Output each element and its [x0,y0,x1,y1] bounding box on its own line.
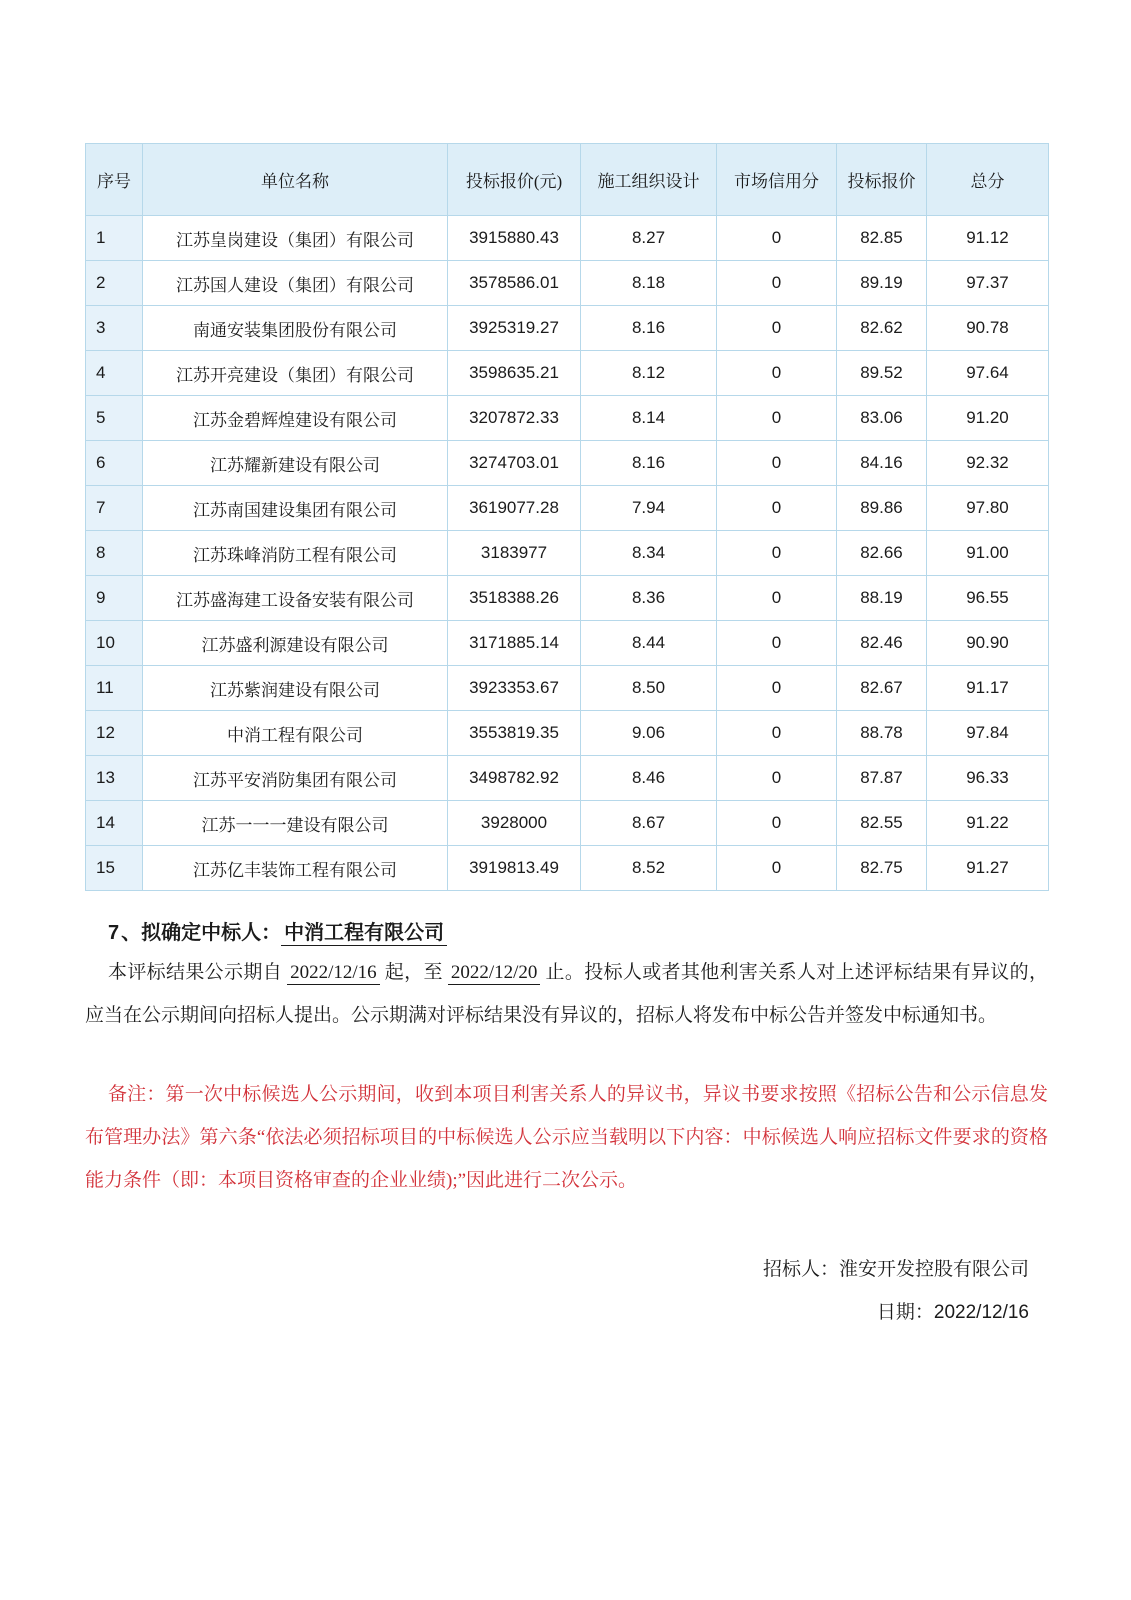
cell-price-score: 89.52 [837,351,927,396]
cell-rank: 4 [86,351,143,396]
column-header-price-score: 投标报价 [837,144,927,216]
cell-bid-price: 3207872.33 [448,396,581,441]
cell-construction-design-score: 8.44 [581,621,717,666]
cell-market-credit-score: 0 [717,801,837,846]
cell-company-name: 江苏珠峰消防工程有限公司 [143,531,448,576]
section-7-heading [85,916,1048,945]
cell-rank: 6 [86,441,143,486]
table-row [86,486,1049,531]
cell-price-score: 82.46 [837,621,927,666]
cell-bid-price: 3923353.67 [448,666,581,711]
bid-evaluation-results-table [85,143,1049,891]
notice-text-3: 止。投标人或者其他利害关系人对上述评标结果有异议的，应当在公示期间向招标人提出。公示期满对评标结果没有异议的，招标人将发布中标公告并签发中标通知书。 [85,962,1048,1026]
cell-total-score: 90.78 [927,306,1049,351]
cell-price-score: 84.16 [837,441,927,486]
cell-company-name: 江苏盛利源建设有限公司 [143,621,448,666]
cell-price-score: 82.66 [837,531,927,576]
cell-company-name: 江苏紫润建设有限公司 [143,666,448,711]
cell-total-score: 91.12 [927,216,1049,261]
cell-price-score: 83.06 [837,396,927,441]
cell-market-credit-score: 0 [717,711,837,756]
cell-price-score: 88.19 [837,576,927,621]
cell-market-credit-score: 0 [717,261,837,306]
cell-company-name: 江苏亿丰装饰工程有限公司 [143,846,448,891]
table-row [86,306,1049,351]
section-7-label: 、拟确定中标人： [121,922,282,944]
cell-price-score: 82.75 [837,846,927,891]
cell-construction-design-score: 8.18 [581,261,717,306]
cell-price-score: 89.19 [837,261,927,306]
cell-market-credit-score: 0 [717,396,837,441]
cell-company-name: 中消工程有限公司 [143,711,448,756]
column-header-bid-price: 投标报价(元) [448,144,581,216]
cell-rank: 5 [86,396,143,441]
cell-bid-price: 3183977 [448,531,581,576]
cell-market-credit-score: 0 [717,576,837,621]
cell-market-credit-score: 0 [717,216,837,261]
cell-construction-design-score: 8.16 [581,441,717,486]
table-row [86,216,1049,261]
table-row [86,801,1049,846]
table-row [86,261,1049,306]
cell-total-score: 91.22 [927,801,1049,846]
cell-total-score: 97.37 [927,261,1049,306]
cell-rank: 8 [86,531,143,576]
cell-construction-design-score: 8.12 [581,351,717,396]
cell-construction-design-score: 8.36 [581,576,717,621]
cell-construction-design-score: 8.16 [581,306,717,351]
winner-name: 中消工程有限公司 [281,922,447,946]
cell-company-name: 江苏一一一建设有限公司 [143,801,448,846]
cell-rank: 2 [86,261,143,306]
table-row [86,531,1049,576]
cell-company-name: 江苏南国建设集团有限公司 [143,486,448,531]
cell-construction-design-score: 8.46 [581,756,717,801]
cell-market-credit-score: 0 [717,531,837,576]
cell-price-score: 88.78 [837,711,927,756]
cell-price-score: 82.67 [837,666,927,711]
table-row [86,756,1049,801]
cell-total-score: 91.00 [927,531,1049,576]
cell-rank: 9 [86,576,143,621]
cell-price-score: 82.85 [837,216,927,261]
publicity-notice-paragraph [85,951,1048,1037]
cell-company-name: 江苏盛海建工设备安装有限公司 [143,576,448,621]
cell-total-score: 97.84 [927,711,1049,756]
cell-construction-design-score: 8.14 [581,396,717,441]
cell-price-score: 89.86 [837,486,927,531]
cell-total-score: 97.80 [927,486,1049,531]
cell-market-credit-score: 0 [717,666,837,711]
table-row [86,396,1049,441]
signature-block [85,1248,1048,1334]
cell-market-credit-score: 0 [717,441,837,486]
date-line [85,1291,1029,1334]
cell-bid-price: 3619077.28 [448,486,581,531]
cell-price-score: 82.62 [837,306,927,351]
cell-bid-price: 3274703.01 [448,441,581,486]
cell-rank: 10 [86,621,143,666]
section-number: 7 [108,922,120,944]
notice-text-1: 本评标结果公示期自 [108,962,288,983]
cell-company-name: 江苏金碧辉煌建设有限公司 [143,396,448,441]
tenderer-line [85,1248,1029,1291]
cell-market-credit-score: 0 [717,756,837,801]
cell-rank: 15 [86,846,143,891]
cell-rank: 11 [86,666,143,711]
table-row [86,846,1049,891]
cell-total-score: 91.20 [927,396,1049,441]
cell-total-score: 96.33 [927,756,1049,801]
cell-rank: 7 [86,486,143,531]
tenderer-label: 招标人： [762,1259,839,1280]
cell-company-name: 江苏开亮建设（集团）有限公司 [143,351,448,396]
cell-bid-price: 3925319.27 [448,306,581,351]
notice-text-2: 起，至 [379,962,448,983]
cell-rank: 12 [86,711,143,756]
cell-total-score: 91.17 [927,666,1049,711]
cell-bid-price: 3598635.21 [448,351,581,396]
column-header-total-score: 总分 [927,144,1049,216]
cell-company-name: 南通安装集团股份有限公司 [143,306,448,351]
publicity-start-date: 2022/12/16 [287,962,380,985]
cell-bid-price: 3518388.26 [448,576,581,621]
cell-construction-design-score: 8.50 [581,666,717,711]
table-row [86,576,1049,621]
cell-construction-design-score: 8.34 [581,531,717,576]
cell-company-name: 江苏平安消防集团有限公司 [143,756,448,801]
cell-construction-design-score: 9.06 [581,711,717,756]
date-value: 2022/12/16 [933,1302,1029,1323]
cell-price-score: 82.55 [837,801,927,846]
date-label: 日期： [876,1302,934,1323]
table-row [86,441,1049,486]
cell-rank: 1 [86,216,143,261]
cell-bid-price: 3919813.49 [448,846,581,891]
cell-rank: 14 [86,801,143,846]
cell-company-name: 江苏国人建设（集团）有限公司 [143,261,448,306]
cell-bid-price: 3171885.14 [448,621,581,666]
column-header-market-credit: 市场信用分 [717,144,837,216]
table-header-row [86,144,1049,216]
cell-construction-design-score: 7.94 [581,486,717,531]
cell-market-credit-score: 0 [717,621,837,666]
cell-company-name: 江苏耀新建设有限公司 [143,441,448,486]
cell-total-score: 96.55 [927,576,1049,621]
table-row [86,621,1049,666]
column-header-rank: 序号 [86,144,143,216]
column-header-company: 单位名称 [143,144,448,216]
publicity-end-date: 2022/12/20 [448,962,541,985]
cell-total-score: 97.64 [927,351,1049,396]
cell-construction-design-score: 8.52 [581,846,717,891]
cell-bid-price: 3928000 [448,801,581,846]
tenderer-name: 淮安开发控股有限公司 [838,1259,1029,1280]
cell-rank: 3 [86,306,143,351]
column-header-construction-design: 施工组织设计 [581,144,717,216]
cell-construction-design-score: 8.67 [581,801,717,846]
cell-rank: 13 [86,756,143,801]
cell-bid-price: 3498782.92 [448,756,581,801]
cell-bid-price: 3553819.35 [448,711,581,756]
table-row [86,351,1049,396]
cell-price-score: 87.87 [837,756,927,801]
table-row [86,666,1049,711]
cell-total-score: 90.90 [927,621,1049,666]
cell-bid-price: 3578586.01 [448,261,581,306]
cell-bid-price: 3915880.43 [448,216,581,261]
cell-market-credit-score: 0 [717,306,837,351]
remark-note: 备注：第一次中标候选人公示期间，收到本项目利害关系人的异议书，异议书要求按照《招标公告和公示信息发布管理办法》第六条“依法必须招标项目的中标候选人公示应当载明以下内容：中标候选人响应招标文件要求的资格能力条件（即：本项目资格审查的企业业绩);”因此进行二次公示。 [85,1084,1048,1191]
cell-total-score: 92.32 [927,441,1049,486]
table-row [86,711,1049,756]
cell-market-credit-score: 0 [717,846,837,891]
cell-construction-design-score: 8.27 [581,216,717,261]
cell-company-name: 江苏皇岗建设（集团）有限公司 [143,216,448,261]
cell-total-score: 91.27 [927,846,1049,891]
cell-market-credit-score: 0 [717,351,837,396]
cell-market-credit-score: 0 [717,486,837,531]
